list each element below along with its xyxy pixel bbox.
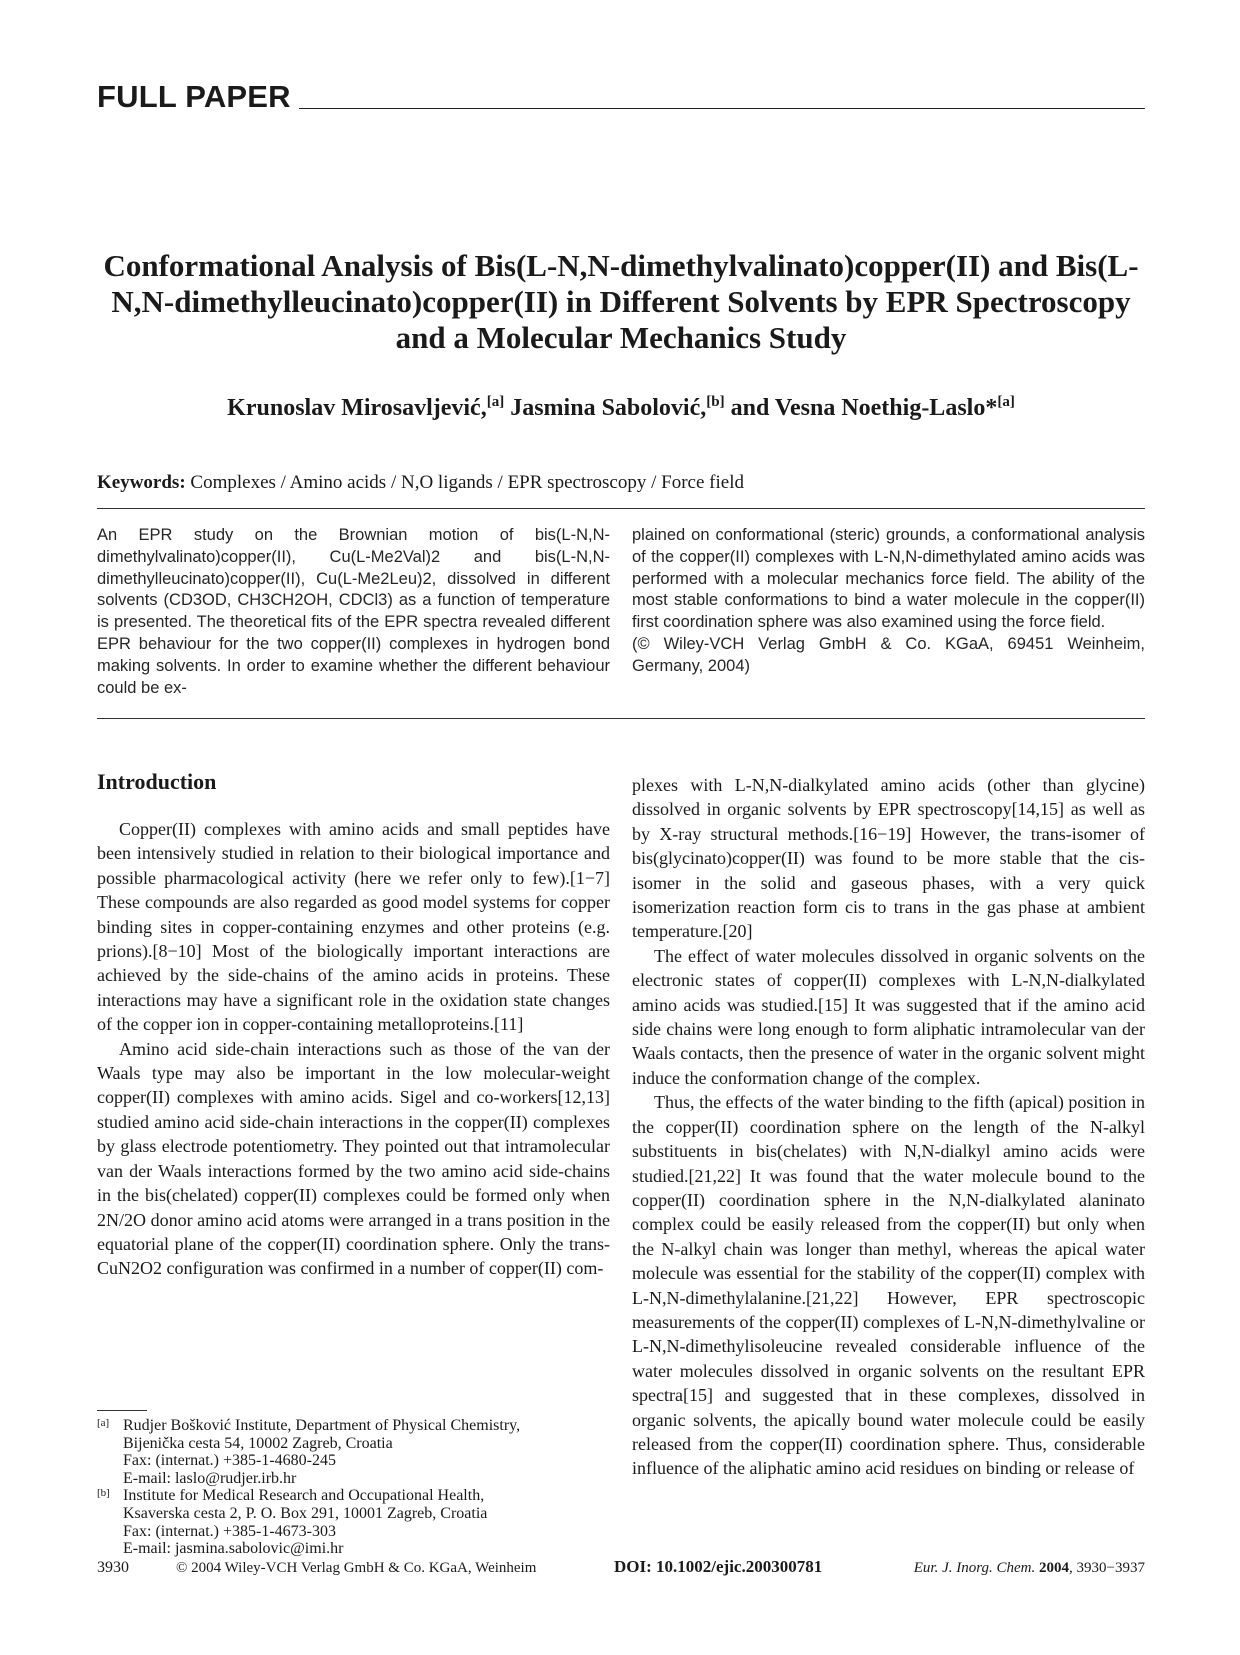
footnote-marker: [a]	[97, 1417, 110, 1429]
footnote-marker: [b]	[97, 1487, 110, 1500]
affiliation-footnotes	[97, 1417, 610, 1558]
footnote	[97, 1417, 610, 1487]
section-heading: Introduction	[97, 769, 217, 794]
author-name: Krunoslav Mirosavljević,	[227, 395, 487, 421]
body-paragraph: The effect of water molecules dissolved in organic solvents on the electronic states of copper(II) complexes with L-N,N-dialkylated amino acids was studied.[15] It was suggested that if the amino acid side chains were long enough to form aliphatic intramolecular van der Waals contacts, then the presence of water in the organic solvent might induce the conformation change of the complex.	[632, 945, 1145, 1088]
author-affiliation: [b]	[706, 394, 725, 410]
body-paragraph: plexes with L-N,N-dialkylated amino acids (other than glycine) dissolved in organic solvents by EPR spectroscopy[14,15] as well as by X-ray structural methods.[16−19] However, the trans-isomer of bis(glycinato)copper(II) was found to be more stable that the cis-isomer in the solid and gaseous phases, with a very quick isomerization reaction form cis to trans in the gas phase at ambient temperature.[20]	[632, 775, 1145, 942]
title-line: and a Molecular Mechanics Study	[395, 320, 847, 355]
body-paragraph: Amino acid side-chain interactions such as those of the van der Waals type may also be important in the low molecular-weight copper(II) complexes with amino acids. Sigel and co-workers[12,13] studied amino acid side-chain interactions in the copper(II) complexes by glass electrode potentiometry. They pointed out that intramolecular van der Waals interactions formed by the two amino acid side-chains in the bis(chelated) copper(II) complexes could be formed only when 2N/2O donor amino acid atoms were arranged in a trans position in the equatorial plane of the copper(II) coordination sphere. Only the trans-CuN2O2 configuration was confirmed in a number of copper(II) com-	[97, 1038, 610, 1279]
journal-pages: , 3930−3937	[1069, 1560, 1145, 1576]
title-line: N,N-dimethylleucinato)copper(II) in Different Solvents by EPR Spectroscopy	[111, 284, 1131, 319]
journal-year: 2004	[1039, 1560, 1070, 1576]
keywords-text: Complexes / Amino acids / N,O ligands / EPR spectroscopy / Force field	[190, 472, 744, 493]
footnote-line: Bijenička cesta 54, 10002 Zagreb, Croatia	[123, 1434, 393, 1452]
footnote-email: E-mail: laslo@rudjer.irb.hr	[123, 1469, 297, 1487]
footnote-line: Fax: (internat.) +385-1-4673-303	[123, 1522, 336, 1540]
footnote-line: Ksaverska cesta 2, P. O. Box 291, 10001 Zagreb, Croatia	[123, 1504, 488, 1522]
journal-citation	[914, 1558, 1145, 1578]
body-paragraph: Copper(II) complexes with amino acids and small peptides have been intensively studied in relation to their biological importance and possible pharmacological activity (here we refer only to few).[1−7] These compounds are also regarded as good model systems for copper binding sites in copper-containing enzymes and other proteins (e.g. prions).[8−10] Most of the biologically important interactions are achieved by the side-chains of the amino acids in proteins. These interactions may have a significant role in the oxidation state changes of the copper ion in copper-containing metalloproteins.[11]	[97, 819, 610, 1035]
running-header	[97, 80, 1145, 114]
body-column-left	[97, 817, 610, 1281]
footer-copyright: © 2004 Wiley-VCH Verlag GmbH & Co. KGaA, Weinheim	[176, 1560, 537, 1576]
keywords-line	[97, 470, 1145, 496]
footnote-line: Rudjer Bošković Institute, Department of Physical Chemistry,	[123, 1417, 521, 1434]
doi-link[interactable]: DOI: 10.1002/ejic.200300781	[614, 1557, 823, 1576]
abstract-right	[632, 525, 1145, 678]
author-list	[97, 387, 1145, 423]
title-line: Conformational Analysis of Bis(L-N,N-dimethylvalinato)copper(II) and Bis(L-	[103, 248, 1139, 283]
abstract-text: An EPR study on the Brownian motion of bis(L-N,N-dimethylvalinato)copper(II), Cu(L-Me2Val)2 and bis(L-N,N-dimethylleucinato)copper(II), Cu(L-Me2Leu)2, dissolved in different solvents (CD3OD, CH3CH2OH, CDCl3) as a function of temperature is presented. The theoretical fits of the EPR spectra revealed different EPR behaviour for the two copper(II) complexes in hydrogen bond making solvents. In order to examine whether the different behaviour could be ex-	[97, 526, 610, 697]
body-column-right	[632, 773, 1145, 1481]
keywords-label: Keywords:	[97, 472, 186, 493]
section-type-label: FULL PAPER	[97, 80, 299, 114]
journal-name: Eur. J. Inorg. Chem.	[913, 1560, 1036, 1576]
keywords-rule	[97, 508, 1145, 509]
footnote-line: Institute for Medical Research and Occupational Health,	[123, 1487, 485, 1505]
body-paragraph: Thus, the effects of the water binding to the fifth (apical) position in the copper(II) coordination sphere on the length of the N-alkyl substituents in bis(chelates) with N,N-dialkyl amino acids were studied.[21,22] It was found that the water molecule bound to the copper(II) coordination sphere in the N,N-dialkylated alaninato complex could be easily released from the copper(II) but only when the N-alkyl chain was longer than methyl, whereas the apical water molecule was essential for the stability of the copper(II) complex with L-N,N-dimethylalanine.[21,22] However, EPR spectroscopic measurements of the copper(II) complexes of L-N,N-dimethylvaline or L-N,N-dimethylisoleucine revealed considerable influence of the water molecules dissolved in organic solvents on the resultant EPR spectra[15] and suggested that in these complexes, dissolved in organic solvents, the apically bound water molecule could be easily released from the copper(II) coordination sphere. Thus, considerable influence of the aliphatic amino acid residues on binding or release of	[632, 1092, 1145, 1479]
footnote-email: E-mail: jasmina.sabolovic@imi.hr	[123, 1540, 344, 1558]
author-affiliation: [a]	[486, 394, 505, 410]
abstract-rule	[97, 718, 1145, 719]
page-footer	[97, 1558, 1145, 1582]
page-number: 3930	[97, 1559, 129, 1576]
abstract-left	[97, 525, 610, 699]
footnote-rule	[97, 1410, 147, 1411]
author-name: Jasmina Sabolović,	[510, 395, 707, 421]
abstract-copyright: (© Wiley-VCH Verlag GmbH & Co. KGaA, 69451 Weinheim, Germany, 2004)	[632, 634, 1145, 675]
author-affiliation: [a]	[997, 394, 1015, 410]
abstract-text: plained on conformational (steric) grounds, a conformational analysis of the copper(II) complexes with L-N,N-dimethylated amino acids was performed with a molecular mechanics force field. The ability of the most stable conformations to bind a water molecule in the copper(II) first coordination sphere was also examined using the force field.	[632, 526, 1145, 632]
footnote	[97, 1487, 610, 1557]
author-name: and Vesna Noethig-Laslo*	[730, 395, 998, 421]
paper-title	[97, 248, 1145, 356]
footnote-line: Fax: (internat.) +385-1-4680-245	[123, 1452, 336, 1470]
